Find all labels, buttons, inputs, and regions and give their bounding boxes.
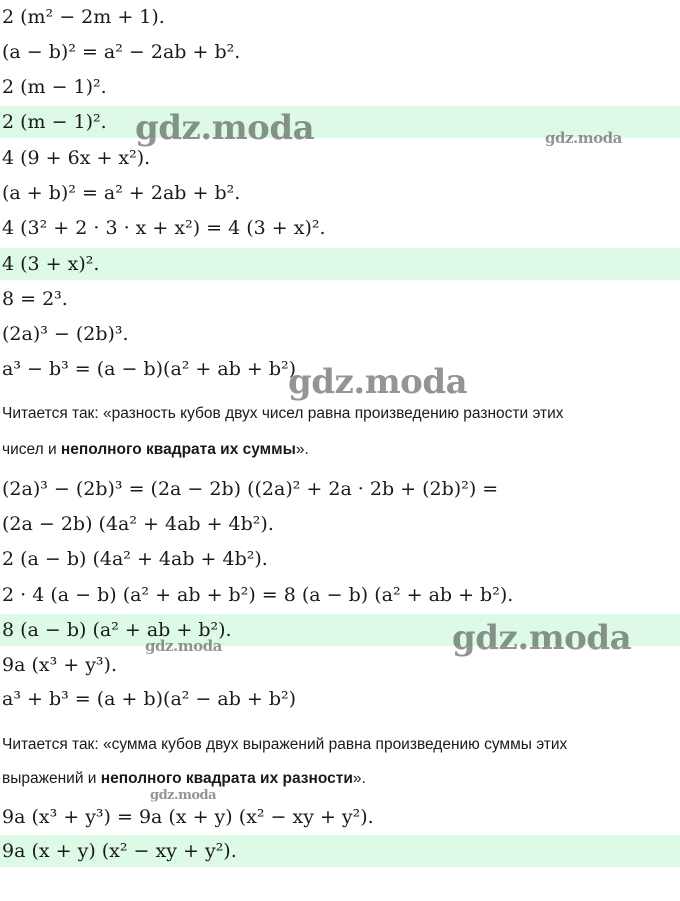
math-line: 2 (a − b) (4a² + 4ab + 4b²). (2, 548, 268, 570)
answer-line: 2 (m − 1)². (0, 106, 680, 138)
answer-line: 9a (x + y) (x² − xy + y²). (0, 835, 680, 867)
math-line: 4 (3² + 2 · 3 · x + x²) = 4 (3 + x)². (2, 217, 326, 239)
math-line: 2 (m − 1)². (2, 76, 107, 98)
watermark-logo: gdz.moda (150, 788, 217, 803)
explanation-text: Читается так: «разность кубов двух чисел равна произведению разности этих (2, 405, 564, 422)
answer-line: 4 (3 + x)². (0, 248, 680, 280)
explanation-text (0, 439, 680, 461)
explanation-part: ». (352, 770, 366, 787)
math-line: (a + b)² = a² + 2ab + b². (2, 182, 241, 204)
explanation-text: Читается так: «сумма кубов двух выражений равна произведению суммы этих (2, 736, 568, 753)
math-line: a³ − b³ = (a − b)(a² + ab + b²) (2, 358, 297, 380)
watermark-logo: gdz.moda (452, 618, 632, 658)
math-line: a³ + b³ = (a + b)(a² − ab + b²) (2, 688, 297, 710)
explanation-bold: неполного квадрата их суммы (60, 441, 296, 458)
math-line: 4 (9 + 6x + x²). (2, 147, 151, 169)
math-line: (2a)³ − (2b)³ = (2a − 2b) ((2a)² + 2a · 2b + (2b)²) = (2, 478, 499, 500)
math-line: (2a)³ − (2b)³. (2, 323, 129, 345)
explanation-part: ». (295, 441, 309, 458)
explanation-part: выражений и (2, 770, 101, 787)
explanation-text (0, 768, 680, 790)
math-line: 8 = 2³. (2, 288, 68, 310)
math-line: (a − b)² = a² − 2ab + b². (2, 41, 241, 63)
math-line: 9a (x³ + y³) = 9a (x + y) (x² − xy + y²). (2, 806, 374, 828)
math-line: 2 · 4 (a − b) (a² + ab + b²) = 8 (a − b) (a² + ab + b²). (2, 584, 514, 606)
watermark-logo: gdz.moda (135, 108, 315, 148)
explanation-bold: неполного квадрата их разности (100, 770, 353, 787)
watermark-logo: gdz.moda (545, 129, 622, 147)
answer-line: 8 (a − b) (a² + ab + b²). (0, 614, 680, 646)
math-line: 9a (x³ + y³). (2, 654, 118, 676)
math-line: (2a − 2b) (4a² + 4ab + 4b²). (2, 513, 274, 535)
watermark-logo: gdz.moda (145, 637, 222, 655)
watermark-logo: gdz.moda (288, 362, 468, 402)
explanation-part: чисел и (2, 441, 61, 458)
math-line: 2 (m² − 2m + 1). (2, 6, 165, 28)
